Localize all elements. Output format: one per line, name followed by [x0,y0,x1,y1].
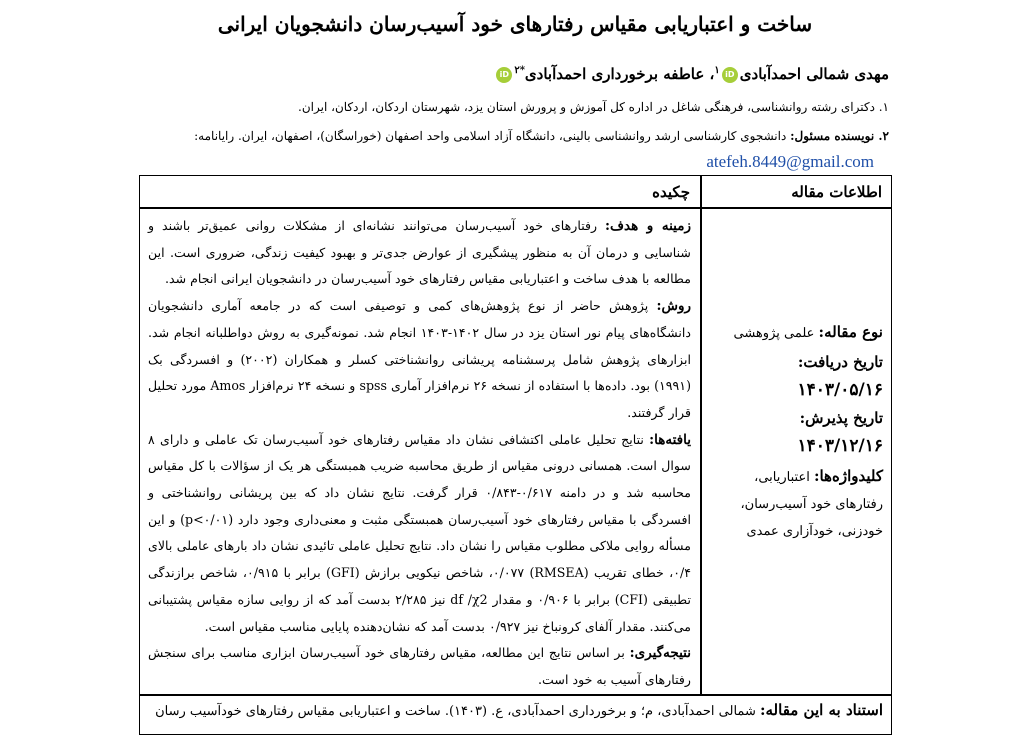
table-header-divider [139,207,892,209]
article-type-value: علمی پژوهشی [733,326,819,341]
corresponding-email-link[interactable]: atefeh.8449@gmail.com [706,152,874,171]
article-info-header: اطلاعات مقاله [791,183,882,201]
affiliation-1: ۱. دکترای رشته روانشناسی، فرهنگی شاغل در اداره کل آموزش و پرورش استان یزد، شهرستان اردکان، اردکان، ایران. [298,100,889,114]
keywords [708,463,883,545]
table-column-divider [700,175,702,694]
abstract-background [148,213,691,293]
background-text: رفتارهای خود آسیب‌رسان می‌توانند نشانه‌ای از مشکلات روانی عمیق‌تر باشند و شناسایی و درمان آن به منظور پیشگیری از عوارض جدی‌تر و بهبود کیفیت زندگی، ضروری است. این مطالعه با هدف ساخت و اعتباریابی مقیاس رفتارهای خود آسیب‌رسان در دانشجویان ایرانی انجام شد. [148,218,691,287]
findings-label: یافته‌ها: [649,431,691,448]
article-info-panel [708,318,883,545]
accepted-date-label: تاریخ پذیرش: [799,409,883,427]
conclusion-text: بر اساس نتایج این مطالعه، مقیاس رفتارهای خود آسیب‌رسان ابزاری مناسب برای سنجش رفتارهای آسیب به خود است. [148,645,691,687]
author-2-affil-mark: *۲ [514,65,525,76]
citation-line [148,701,883,719]
findings-text: نتایج تحلیل عاملی اکتشافی نشان داد مقیاس رفتارهای خود آسیب‌رسان تک عاملی و دارای ۸ سوال است. همسانی درونی مقیاس از طریق محاسبه ضریب همبستگی هر یک از سؤالات با کل مقیاس محاسبه شد و در دامنه ۰/۶۱۷-۰/۸۴۳ قرار گرفت. نتایج نشان داد که بین پریشانی روانشناختی و افسردگی با مقیاس رفتارهای خود آسیب‌رسان همبستگی مثبت و معنی‌داری وجود دارد (p<۰/۰۱) و این مسأله روایی ملاکی مطلوب مقیاس را نشان داد. نتایج تحلیل عاملی تائیدی نشان داد بارهای عاملی بالای ۰/۴، خطای تقریب (RMSEA) ۰/۰۷۷، شاخص نیکویی برازش (GFI) برابر با ۰/۹۱۵، شاخص برازندگی تطبیقی (CFI) برابر با ۰/۹۰۶ و مقدار df /χ2 نیز ۲/۲۸۵ بدست آمد که از روایی سازه مقیاس پشتیبانی می‌کنند. مقدار آلفای کرونباخ نیز ۰/۹۲۷ بدست آمد که نشان‌دهنده پایایی مناسب مقیاس است. [148,431,692,634]
orcid-icon[interactable]: iD [722,67,738,83]
paper-title: ساخت و اعتباریابی مقیاس رفتارهای خود آسیب‌رسان دانشجویان ایرانی [217,12,813,36]
article-type-label: نوع مقاله: [818,323,883,341]
keywords-label: کلیدواژه‌ها: [813,467,883,485]
received-date-label: تاریخ دریافت: [797,353,883,371]
author-1-name: مهدی شمالی احمدآبادی [739,65,889,83]
abstract-findings [148,427,691,641]
author-1-affil-mark: ۱ [714,65,720,76]
abstract-body [148,213,691,694]
table-footer-divider [139,694,892,696]
affiliation-2-text: دانشجوی کارشناسی ارشد روانشناسی بالینی، دانشگاه آزاد اسلامی واحد اصفهان (خوراسگان)، اصفهان، ایران. رایانامه: [194,129,791,143]
conclusion-label: نتیجه‌گیری: [629,645,691,662]
article-type [708,318,883,348]
corresponding-author-label: ۲. نویسنده مسئول: [790,129,889,143]
abstract-conclusion [148,640,691,693]
method-text: پژوهش حاضر از نوع پژوهش‌های کمی و توصیفی است که در جامعه آماری دانشجویان دانشگاه‌های پیام نور استان یزد در سال ۱۴۰۲-۱۴۰۳ انجام شد. نمونه‌گیری به روش دواطلبانه انجام شد. ابزارهای پژوهش شامل پرسشنامه پریشانی روانشناختی کسلر و همکاران (۲۰۰۲) و افسردگی بک (۱۹۹۱) بود. داده‌ها با استفاده از نسخه ۲۶ نرم‌افزار آماری spss و نسخه ۲۴ نرم‌افزار Amos مورد تحلیل قرار گرفتند. [148,298,691,420]
author-separator: ، [704,65,715,83]
keywords-text: اعتباریابی، رفتارهای خود آسیب‌رسان، خودزنی، خودآزاری عمدی [740,470,883,539]
author-2-name: عاطفه برخورداری احمدآبادی [524,65,705,83]
method-label: روش: [656,298,691,315]
abstract-header: چکیده [652,183,690,201]
received-date: ۱۴۰۳/۰۵/۱۶ [797,380,883,400]
citation-label: استناد به این مقاله: [759,701,883,719]
accepted-date: ۱۴۰۳/۱۲/۱۶ [797,436,883,456]
author-line [494,65,889,83]
citation-text: شمالی احمدآبادی، م؛ و برخورداری احمدآبادی، ع. (۱۴۰۳). ساخت و اعتباریابی مقیاس رفتارهای خودآسیب رسان [155,704,760,719]
affiliation-2 [194,129,889,143]
background-label: زمینه و هدف: [605,218,691,234]
orcid-icon[interactable]: iD [496,67,512,83]
abstract-method [148,293,691,427]
